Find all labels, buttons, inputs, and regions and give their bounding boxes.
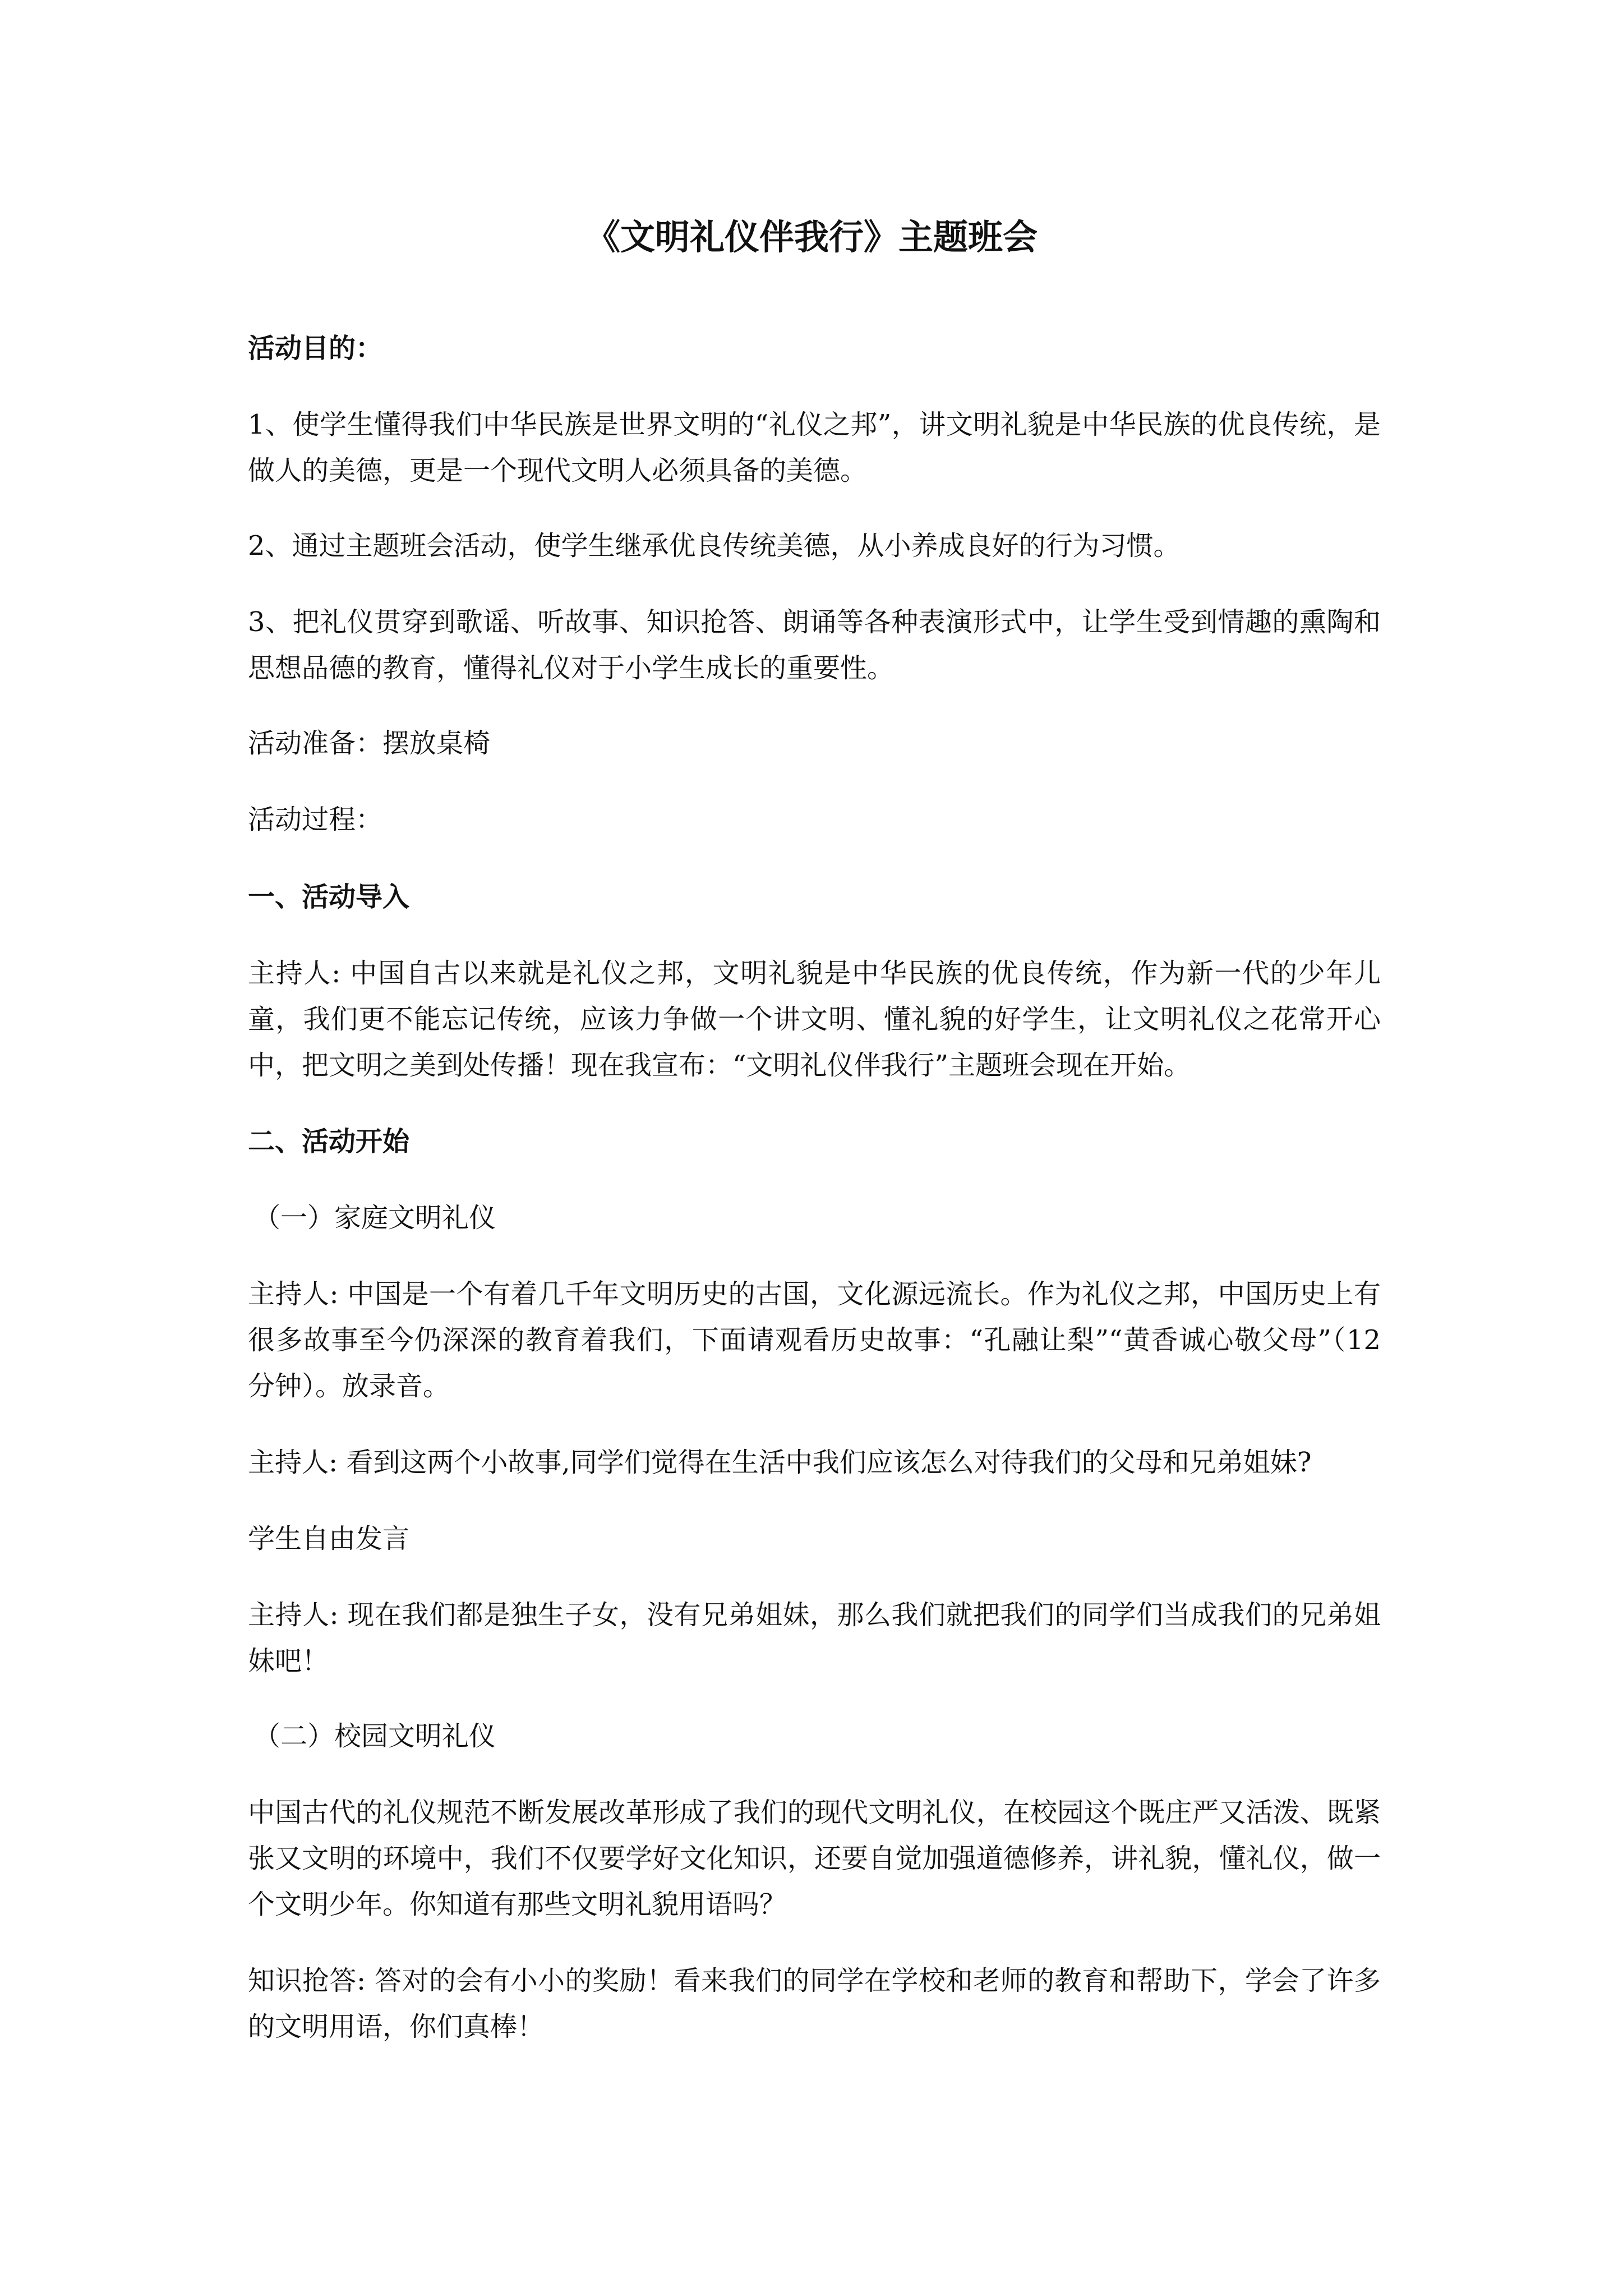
section-heading-start: 二、活动开始 [248,1126,410,1157]
paragraph-purpose-2: 2、通过主题班会活动，使学生继承优良传统美德，从小养成良好的行为习惯。 [248,530,1181,562]
paragraph-family-host-1: 主持人: 中国是一个有着几千年文明历史的古国，文化源远流长。作为礼仪之邦，中国历史上有很多故事至今仍深深的教育着我们，下面请观看历史故事：“孔融让梨”“黄香诚心敬父母”（12 分钟）。放录音。 [248,1278,1381,1402]
paragraph-family-host-2: 主持人: 看到这两个小故事,同学们觉得在生活中我们应该怎么对待我们的父母和兄弟姐妹? [248,1447,1312,1478]
paragraph-preparation: 活动准备：摆放桌椅 [248,728,491,759]
paragraph-quiz: 知识抢答: 答对的会有小小的奖励！看来我们的同学在学校和老师的教育和帮助下，学会了许多的文明用语，你们真棒！ [248,1965,1381,2042]
section-heading-intro: 一、活动导入 [248,881,410,913]
paragraph-family-host-3: 主持人: 现在我们都是独生子女，没有兄弟姐妹，那么我们就把我们的同学们当成我们的兄弟姐妹吧！ [248,1599,1381,1677]
paragraph-student-speech: 学生自由发言 [248,1523,410,1554]
paragraph-process: 活动过程： [248,804,383,835]
subsection-heading-family: （一）家庭文明礼仪 [253,1202,496,1234]
paragraph-intro-host: 主持人: 中国自古以来就是礼仪之邦，文明礼貌是中华民族的优良传统，作为新一代的少年儿童，我们更不能忘记传统，应该力争做一个讲文明、懂礼貌的好学生，让文明礼仪之花常开心中，把文明之美到处传播！现在我宣布：“文明礼仪伴我行”主题班会现在开始。 [248,958,1381,1081]
document-title: 《文明礼仪伴我行》主题班会 [585,217,1038,257]
paragraph-purpose-1: 1、使学生懂得我们中华民族是世界文明的“礼仪之邦”，讲文明礼貌是中华民族的优良传统，是做人的美德，更是一个现代文明人必须具备的美德。 [248,409,1381,486]
section-heading-purpose: 活动目的： [248,333,383,364]
paragraph-campus: 中国古代的礼仪规范不断发展改革形成了我们的现代文明礼仪，在校园这个既庄严又活泼、既紧张又文明的环境中，我们不仅要学好文化知识，还要自觉加强道德修养，讲礼貌，懂礼仪，做一个文明少年。你知道有那些文明礼貌用语吗？ [248,1797,1381,1920]
paragraph-purpose-3: 3、把礼仪贯穿到歌谣、听故事、知识抢答、朗诵等各种表演形式中，让学生受到情趣的熏陶和思想品德的教育，懂得礼仪对于小学生成长的重要性。 [248,606,1381,684]
subsection-heading-campus: （二）校园文明礼仪 [253,1720,496,1752]
